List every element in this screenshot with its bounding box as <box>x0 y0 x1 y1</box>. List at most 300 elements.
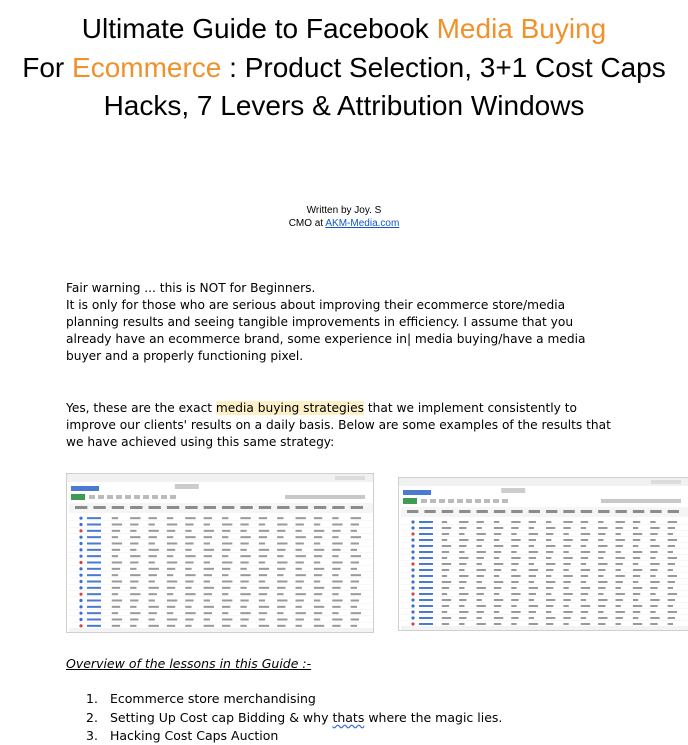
status-dot <box>411 598 414 601</box>
cell-value <box>442 599 451 601</box>
cell-value <box>314 562 320 564</box>
cell-value <box>130 517 140 519</box>
cell-value <box>167 549 175 551</box>
cell-value <box>185 555 195 557</box>
cell-value <box>240 536 250 538</box>
campaigns-tab <box>71 486 99 491</box>
cell-value <box>650 521 655 523</box>
cell-value <box>511 593 520 595</box>
cell-value <box>277 587 285 589</box>
lesson-number: 3. <box>86 728 98 743</box>
cell-value <box>185 587 191 589</box>
cell-value <box>149 625 159 627</box>
cell-value <box>459 539 468 541</box>
cell-value <box>222 568 230 570</box>
cell-value <box>259 524 265 526</box>
cell-value <box>259 536 267 538</box>
cell-value <box>459 623 464 625</box>
campaign-name <box>419 587 433 589</box>
cell-value <box>240 625 246 627</box>
cell-value <box>477 569 486 571</box>
status-dot <box>79 605 82 608</box>
cell-value <box>259 625 269 627</box>
cell-value <box>259 600 265 602</box>
cell-value <box>616 605 621 607</box>
cell-value <box>633 581 638 583</box>
toolbar-icon <box>98 495 104 499</box>
cell-value <box>332 568 340 570</box>
cell-value <box>668 581 675 583</box>
cell-value <box>494 545 503 547</box>
cell-value <box>296 524 304 526</box>
cell-value <box>149 543 155 545</box>
cell-value <box>296 587 302 589</box>
cell-value <box>616 617 623 619</box>
cell-value <box>511 533 516 535</box>
results-paragraph <box>66 400 614 451</box>
cell-value <box>314 612 322 614</box>
cell-value <box>581 611 588 613</box>
cell-value <box>277 536 283 538</box>
column-header <box>222 506 234 509</box>
cell-value <box>494 605 501 607</box>
cell-value <box>511 527 518 529</box>
cell-value <box>459 557 468 559</box>
cell-value <box>112 593 118 595</box>
column-header <box>351 506 363 509</box>
cell-value <box>668 539 677 541</box>
cell-value <box>581 545 586 547</box>
cell-value <box>167 536 173 538</box>
status-dot <box>79 618 82 621</box>
cell-value <box>511 611 520 613</box>
cell-value <box>563 623 568 625</box>
cell-value <box>332 587 340 589</box>
cell-value <box>130 619 138 621</box>
cell-value <box>546 527 555 529</box>
column-header <box>204 506 216 509</box>
column-header <box>511 510 522 513</box>
cell-value <box>222 587 230 589</box>
cell-value <box>529 521 536 523</box>
cell-value <box>459 533 464 535</box>
cell-value <box>529 563 534 565</box>
cell-value <box>633 575 640 577</box>
title-accent-ecommerce: Ecommerce <box>72 51 222 83</box>
cell-value <box>130 562 138 564</box>
cell-value <box>459 575 468 577</box>
cell-value <box>511 569 516 571</box>
cell-value <box>529 539 536 541</box>
cell-value <box>204 524 210 526</box>
cell-value <box>222 593 228 595</box>
status-dot <box>79 599 82 602</box>
cell-value <box>167 517 173 519</box>
cell-value <box>204 562 210 564</box>
cell-value <box>650 587 657 589</box>
cell-value <box>332 600 342 602</box>
cell-value <box>529 587 538 589</box>
cell-value <box>529 545 534 547</box>
status-dot <box>79 555 82 558</box>
cell-value <box>494 617 503 619</box>
cell-value <box>296 549 302 551</box>
cell-value <box>314 581 320 583</box>
cell-value <box>277 568 285 570</box>
create-button <box>403 498 417 504</box>
cell-value <box>277 600 287 602</box>
cell-value <box>668 623 673 625</box>
cell-value <box>563 581 570 583</box>
column-header <box>494 510 505 513</box>
guide-title <box>0 10 688 126</box>
cell-value <box>185 530 191 532</box>
cell-value <box>185 549 191 551</box>
cell-value <box>650 611 655 613</box>
campaign-name <box>419 533 433 535</box>
cell-value <box>633 551 642 553</box>
cell-value <box>185 625 191 627</box>
campaign-name <box>419 557 433 559</box>
cell-value <box>477 623 486 625</box>
campaign-name <box>419 545 433 547</box>
cell-value <box>650 593 655 595</box>
cell-value <box>668 587 673 589</box>
cell-value <box>546 617 555 619</box>
cell-value <box>167 543 177 545</box>
column-header <box>407 510 418 513</box>
cell-value <box>598 557 603 559</box>
lesson-item <box>86 690 646 709</box>
column-header <box>598 510 609 513</box>
cell-value <box>314 524 320 526</box>
cell-value <box>130 524 138 526</box>
cell-value <box>112 517 118 519</box>
cell-value <box>459 611 468 613</box>
cell-value <box>546 623 553 625</box>
cell-value <box>494 599 503 601</box>
cell-value <box>581 599 586 601</box>
lesson-item <box>86 727 646 745</box>
status-dot <box>411 616 414 619</box>
cell-value <box>185 562 193 564</box>
cell-value <box>563 521 572 523</box>
cell-value <box>314 625 324 627</box>
cell-value <box>581 539 588 541</box>
cell-value <box>581 551 590 553</box>
cell-value <box>332 562 342 564</box>
cell-value <box>442 533 449 535</box>
toolbar-icon <box>502 499 508 503</box>
toolbar-icon <box>439 499 445 503</box>
cell-value <box>112 524 122 526</box>
cell-value <box>668 599 675 601</box>
campaign-name <box>419 581 433 583</box>
cell-value <box>314 600 320 602</box>
cell-value <box>112 568 120 570</box>
cell-value <box>314 549 324 551</box>
cell-value <box>511 557 520 559</box>
cell-value <box>240 543 248 545</box>
cell-value <box>240 612 250 614</box>
campaigns-tab <box>403 490 431 495</box>
cell-value <box>668 563 675 565</box>
cell-value <box>494 527 503 529</box>
cell-value <box>296 568 302 570</box>
status-dot <box>79 542 82 545</box>
campaign-name <box>87 562 101 564</box>
cell-value <box>529 617 534 619</box>
cell-value <box>167 625 175 627</box>
cell-value <box>296 619 304 621</box>
cell-value <box>477 599 482 601</box>
cell-value <box>650 623 657 625</box>
cell-value <box>240 549 246 551</box>
cell-value <box>259 574 267 576</box>
cell-value <box>477 557 484 559</box>
cell-value <box>130 536 140 538</box>
cell-value <box>130 549 136 551</box>
cell-value <box>442 563 451 565</box>
cell-value <box>598 533 605 535</box>
status-dot <box>411 586 414 589</box>
cell-value <box>149 524 155 526</box>
status-dot <box>79 593 82 596</box>
cell-value <box>546 593 551 595</box>
cell-value <box>185 581 193 583</box>
table-footer <box>401 626 688 630</box>
cell-value <box>149 606 159 608</box>
cell-value <box>616 599 623 601</box>
cell-value <box>459 563 466 565</box>
column-header <box>277 506 289 509</box>
title-part-1: Ultimate Guide to Facebook <box>81 13 437 44</box>
cell-value <box>112 555 118 557</box>
browser-bar <box>399 478 688 486</box>
cell-value <box>149 619 155 621</box>
cell-value <box>563 569 568 571</box>
cell-value <box>598 521 603 523</box>
cell-value <box>598 623 605 625</box>
status-dot <box>411 556 414 559</box>
cell-value <box>204 517 212 519</box>
warning-text: Fair warning ... this is NOT for Beginners. <box>66 281 316 295</box>
status-dot <box>411 526 414 529</box>
cell-value <box>112 600 122 602</box>
cell-value <box>598 527 607 529</box>
cell-value <box>332 517 338 519</box>
toolbar-icon <box>170 495 176 499</box>
cell-value <box>546 557 551 559</box>
cell-value <box>240 562 248 564</box>
cell-value <box>511 545 518 547</box>
campaign-name <box>87 543 101 545</box>
cell-value <box>351 568 357 570</box>
cell-value <box>167 593 173 595</box>
cell-value <box>130 574 140 576</box>
cell-value <box>459 617 466 619</box>
cell-value <box>442 593 447 595</box>
campaign-name <box>419 575 433 577</box>
cell-value <box>529 581 534 583</box>
cell-value <box>259 606 269 608</box>
cell-value <box>616 593 625 595</box>
column-header <box>332 506 344 509</box>
status-dot <box>79 548 82 551</box>
cell-value <box>650 599 659 601</box>
cell-value <box>204 587 214 589</box>
cell-value <box>546 581 555 583</box>
cell-value <box>167 606 175 608</box>
cell-value <box>511 563 518 565</box>
cell-value <box>185 619 193 621</box>
cell-value <box>598 593 603 595</box>
cell-value <box>477 593 484 595</box>
lessons-heading: Overview of the lessons in this Guide :- <box>66 656 312 671</box>
campaign-name <box>419 623 433 625</box>
title-part-3: : Product Selection, 3+1 Cost Caps Hacks, 7 Levers & Attribution Windows <box>103 51 666 121</box>
status-dot <box>411 604 414 607</box>
cell-value <box>511 575 520 577</box>
create-button <box>71 494 85 500</box>
cell-value <box>581 557 588 559</box>
cell-value <box>668 605 673 607</box>
cell-value <box>511 599 518 601</box>
cell-value <box>598 581 607 583</box>
status-dot <box>79 567 82 570</box>
cell-value <box>332 593 338 595</box>
cell-value <box>314 536 322 538</box>
cell-value <box>442 545 451 547</box>
cell-value <box>277 549 285 551</box>
cell-value <box>477 539 484 541</box>
cell-value <box>650 551 657 553</box>
cell-value <box>563 533 568 535</box>
cell-value <box>581 569 590 571</box>
column-header <box>563 510 574 513</box>
cell-value <box>296 530 302 532</box>
author-role <box>0 217 688 230</box>
lessons-list <box>86 690 646 745</box>
cell-value <box>112 625 120 627</box>
cell-value <box>240 593 250 595</box>
cell-value <box>222 530 230 532</box>
campaign-name <box>87 549 101 551</box>
campaign-name <box>419 563 433 565</box>
cell-value <box>529 557 536 559</box>
cell-value <box>477 605 486 607</box>
column-header <box>93 506 105 509</box>
cell-value <box>511 617 518 619</box>
cell-value <box>277 625 285 627</box>
cell-value <box>633 563 638 565</box>
cell-value <box>296 536 306 538</box>
cell-value <box>185 543 193 545</box>
cell-value <box>351 524 359 526</box>
status-dot <box>411 544 414 547</box>
cell-value <box>167 612 173 614</box>
cell-value <box>259 517 267 519</box>
column-header <box>477 510 488 513</box>
campaign-name <box>87 568 101 570</box>
campaign-name <box>419 617 433 619</box>
cell-value <box>563 575 572 577</box>
cell-value <box>581 617 586 619</box>
lesson-text: Hacking Cost Caps Auction <box>110 728 279 743</box>
cell-value <box>204 606 214 608</box>
cell-value <box>351 517 361 519</box>
cell-value <box>332 581 342 583</box>
cell-value <box>204 593 212 595</box>
cell-value <box>149 536 157 538</box>
cell-value <box>351 530 357 532</box>
status-dot <box>411 592 414 595</box>
cell-value <box>668 533 673 535</box>
cell-value <box>616 533 621 535</box>
cell-value <box>511 605 516 607</box>
cell-value <box>616 587 621 589</box>
cell-value <box>204 543 210 545</box>
cell-value <box>314 543 320 545</box>
cell-value <box>668 593 677 595</box>
status-dot <box>79 561 82 564</box>
results-text-after: that we implement consistently to improve our clients' results on a daily basis. Below are some examples of the results that we have achieved using this same strategy: <box>66 401 611 449</box>
cell-value <box>650 563 659 565</box>
toolbar-icon <box>116 495 122 499</box>
cell-value <box>167 562 177 564</box>
cell-value <box>459 521 468 523</box>
status-dot <box>79 612 82 615</box>
cell-value <box>650 527 659 529</box>
cell-value <box>314 619 320 621</box>
intro-paragraph <box>66 280 614 365</box>
toolbar-icon <box>430 499 436 503</box>
toolbar-icon <box>466 499 472 503</box>
cell-value <box>296 555 306 557</box>
cell-value <box>240 606 246 608</box>
company-link[interactable]: AKM-Media.com <box>325 218 400 229</box>
cell-value <box>598 611 603 613</box>
cell-value <box>112 606 120 608</box>
cell-value <box>149 581 155 583</box>
status-dot <box>79 536 82 539</box>
cell-value <box>633 569 642 571</box>
cell-value <box>477 581 482 583</box>
cell-value <box>563 557 572 559</box>
cell-value <box>477 611 484 613</box>
campaign-name <box>87 593 101 595</box>
cell-value <box>277 619 287 621</box>
cell-value <box>149 600 155 602</box>
column-header <box>442 510 453 513</box>
cell-value <box>546 569 553 571</box>
cell-value <box>546 533 553 535</box>
cell-value <box>332 619 342 621</box>
cell-value <box>668 521 677 523</box>
lesson-text-before: Setting Up Cost cap Bidding & why <box>110 709 333 725</box>
cell-value <box>296 543 304 545</box>
cell-value <box>581 563 586 565</box>
cell-value <box>633 623 642 625</box>
cell-value <box>351 555 361 557</box>
cell-value <box>296 574 306 576</box>
cell-value <box>130 600 138 602</box>
cell-value <box>546 521 551 523</box>
cell-value <box>277 593 283 595</box>
cell-value <box>668 569 673 571</box>
cell-value <box>112 549 120 551</box>
campaign-name <box>87 606 101 608</box>
